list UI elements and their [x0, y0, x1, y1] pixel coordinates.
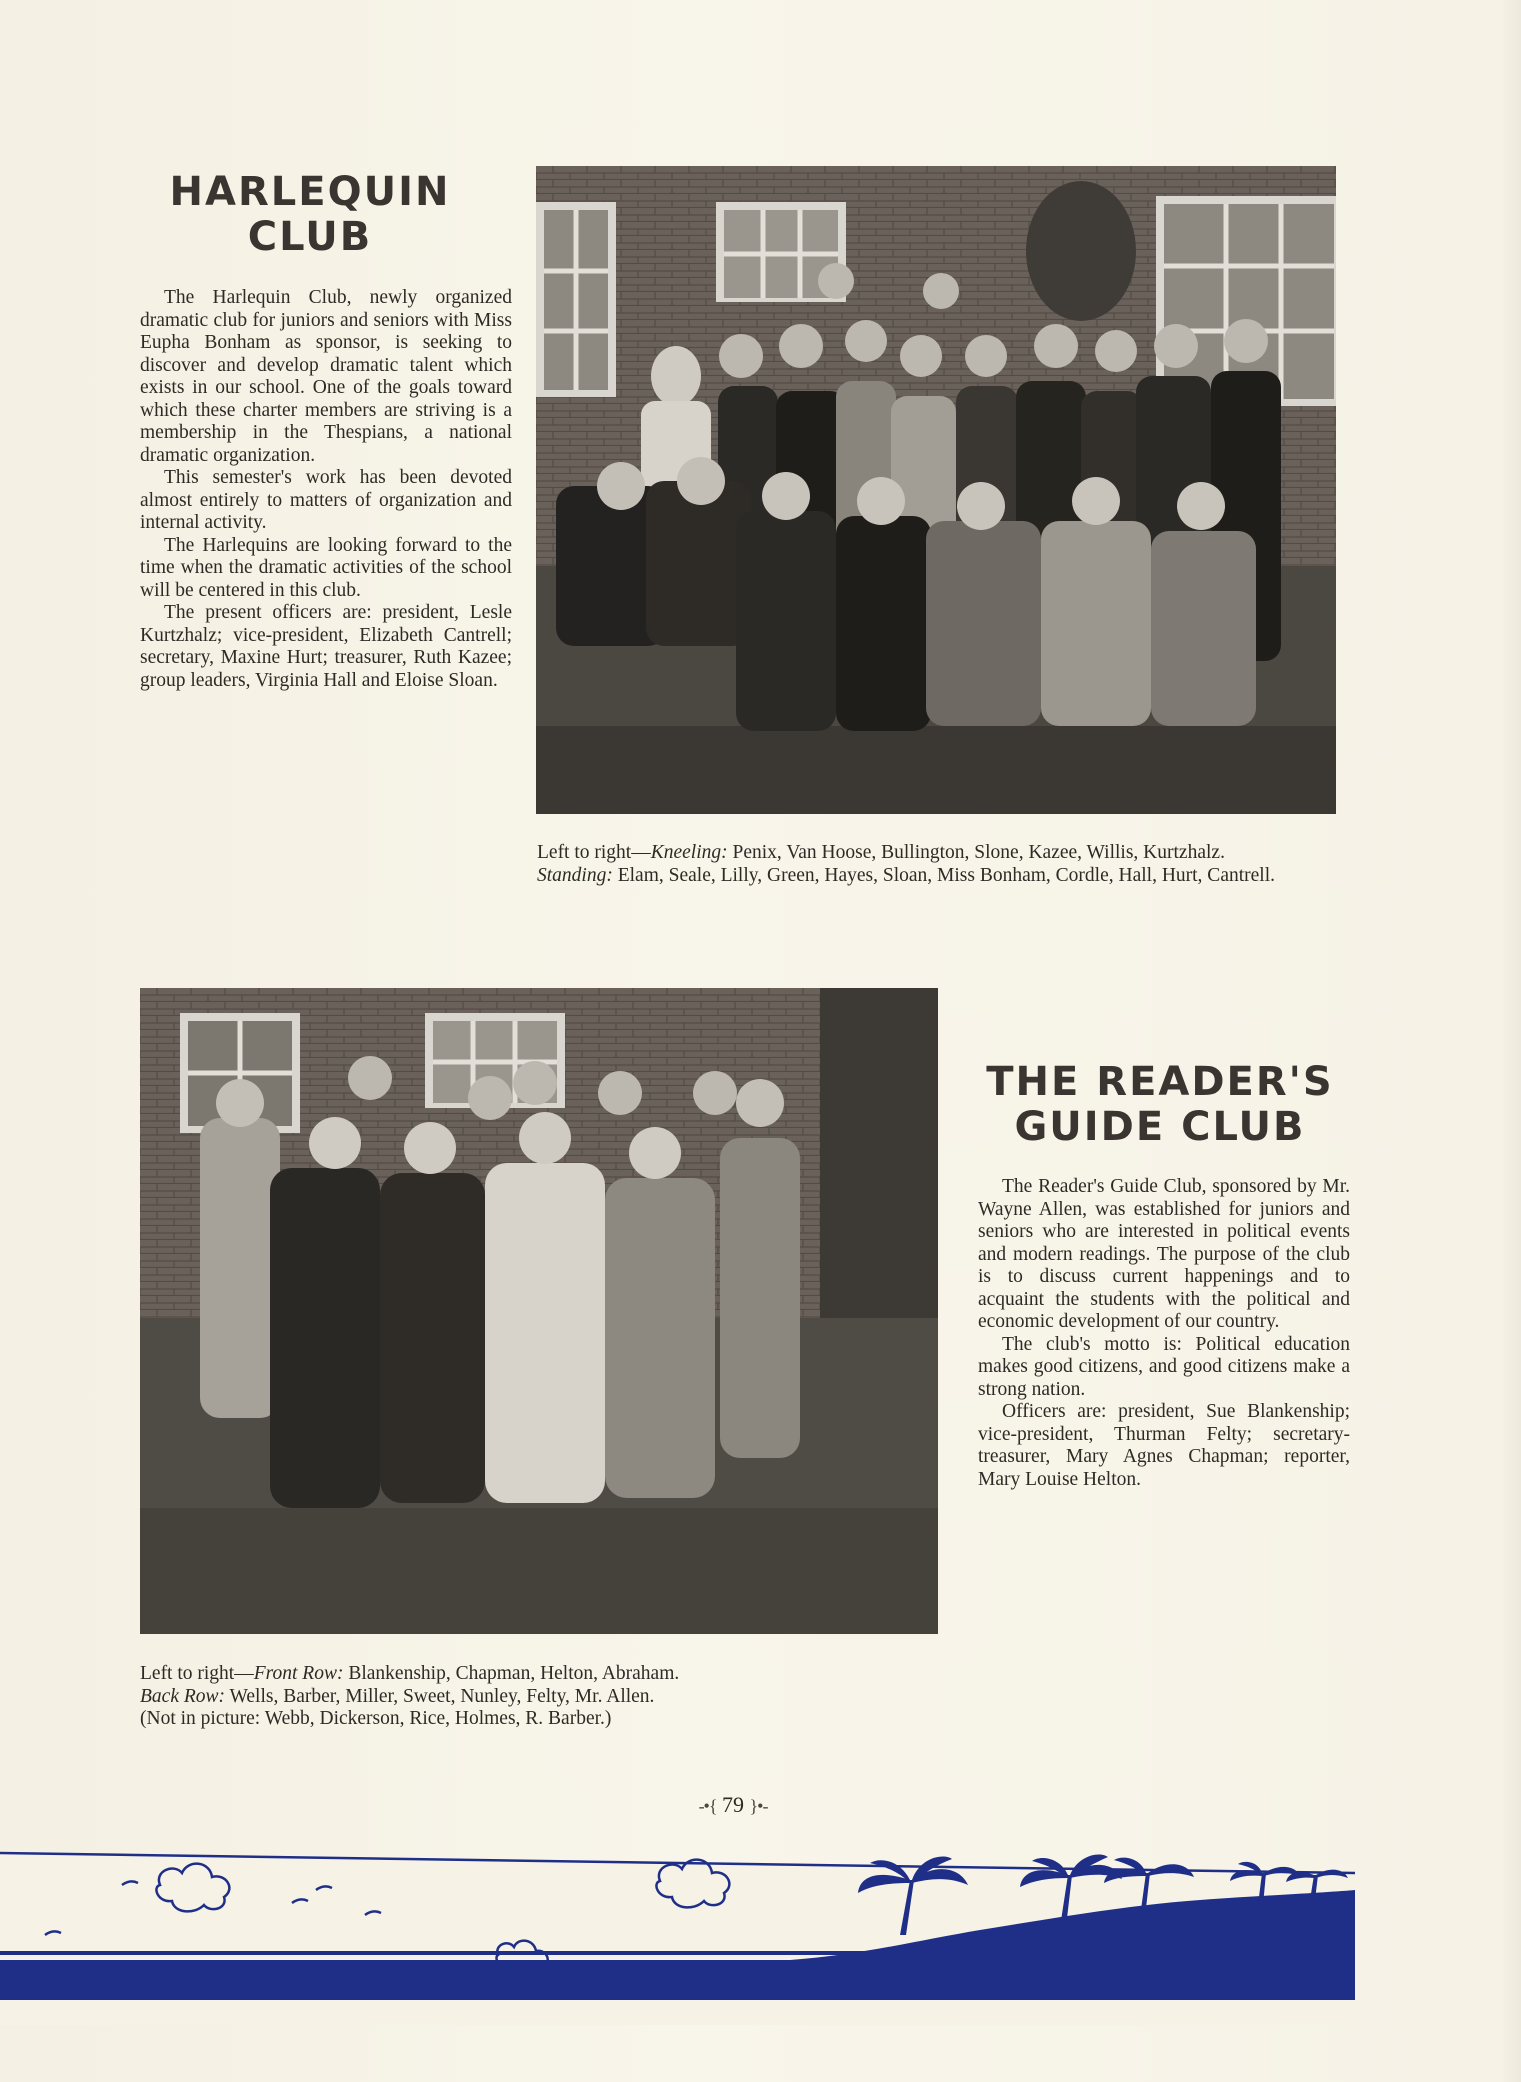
harlequin-paragraph: The Harlequins are looking forward to the time when the dramatic activities of the school will be centered in this club.	[140, 534, 512, 601]
caption-line: (Not in picture: Webb, Dickerson, Rice, Holmes, R. Barber.)	[140, 1708, 612, 1729]
harlequin-photo-caption	[537, 842, 1335, 887]
caption-line	[537, 842, 1335, 865]
caption-row-label: Standing:	[537, 864, 613, 886]
caption-prefix: Left to right—	[140, 1663, 254, 1684]
caption-row-label: Front Row:	[253, 1663, 344, 1684]
caption-row-names: Elam, Seale, Lilly, Green, Hayes, Sloan, Miss Bonham, Cordle, Hall, Hurt, Cantrell.	[612, 864, 1275, 886]
reader-paragraph: The Reader's Guide Club, sponsored by Mr. Wayne Allen, was established for juniors and seniors who are interested in political events and modern readings. The purpose of the club is to discuss current happenings and to acquaint the students with the political and economic development of our country.	[978, 1176, 1350, 1332]
page-number-value: 79	[722, 1792, 744, 1817]
harlequin-paragraph: This semester's work has been devoted almost entirely to matters of organization and internal activity.	[140, 467, 512, 533]
footer-blue-band	[0, 1960, 1355, 2000]
harlequin-title-line2: CLUB	[247, 213, 373, 260]
caption-row-label: Back Row:	[140, 1685, 226, 1707]
readers-guide-club-title	[960, 1060, 1360, 1150]
harlequin-paragraph: The present officers are: president, Lesle Kurtzhalz; vice-president, Elizabeth Cantrell; secretary, Maxine Hurt; treasurer, Ruth Kazee; group leaders, Virginia Hall and Eloise Sloan.	[140, 602, 512, 691]
page-number	[668, 1792, 798, 1818]
readers-guide-article	[978, 1176, 1350, 1491]
ornament-left-icon: -•{	[698, 1796, 717, 1816]
reader-title-line1: THE READER'S	[986, 1059, 1334, 1105]
harlequin-club-title	[140, 170, 480, 260]
harlequin-title-line1: HARLEQUIN	[169, 169, 451, 215]
caption-row-names: Wells, Barber, Miller, Sweet, Nunley, Felty, Mr. Allen.	[225, 1685, 655, 1707]
caption-row-label: Kneeling:	[650, 842, 728, 863]
reader-title-line2: GUIDE CLUB	[1014, 1103, 1306, 1150]
harlequin-group-photo	[536, 166, 1336, 814]
caption-prefix: Left to right—	[537, 842, 651, 863]
caption-line	[140, 1663, 900, 1686]
harlequin-paragraph: The Harlequin Club, newly organized dramatic club for juniors and seniors with Miss Eupha Bonham as sponsor, is seeking to discover and develop dramatic talent which exists in our school. One of the goals toward which these charter members are striving is a membership in the Thespians, a national dramatic organization.	[140, 287, 512, 466]
footer-landscape-illustration	[0, 1845, 1521, 2025]
harlequin-photo-image	[536, 166, 1336, 814]
ornament-right-icon: }•-	[749, 1796, 768, 1816]
harlequin-article	[140, 287, 512, 692]
caption-row-names: Blankenship, Chapman, Helton, Abraham.	[343, 1663, 680, 1684]
reader-paragraph: The club's motto is: Political education makes good citizens, and good citizens make a strong nation.	[978, 1333, 1350, 1400]
caption-line	[537, 865, 1335, 888]
readers-guide-group-photo	[140, 988, 938, 1634]
caption-line	[140, 1686, 900, 1709]
readers-guide-photo-caption	[140, 1663, 900, 1731]
readers-guide-photo-image	[140, 988, 938, 1634]
reader-paragraph: Officers are: president, Sue Blankenship; vice-president, Thurman Felty; secretary-treasurer, Mary Agnes Chapman; reporter, Mary Louise Helton.	[978, 1401, 1350, 1490]
caption-row-names: Penix, Van Hoose, Bullington, Slone, Kazee, Willis, Kurtzhalz.	[727, 842, 1225, 863]
